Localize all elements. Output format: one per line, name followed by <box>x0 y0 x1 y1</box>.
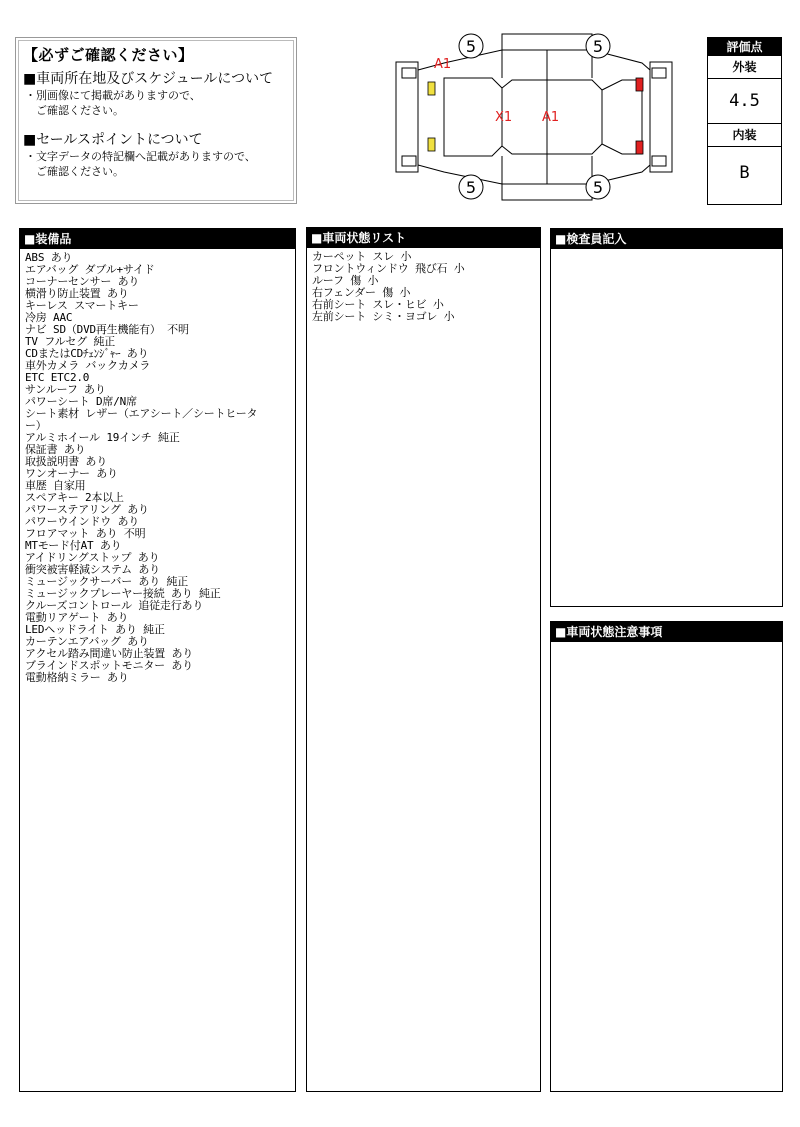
equipment-item: クルーズコントロール 追従走行あり <box>25 599 204 612</box>
equipment-item: キーレス スマートキー <box>25 299 139 312</box>
condition-panel <box>306 227 541 1092</box>
equipment-item: アクセル踏み間違い防止装置 あり <box>25 647 194 660</box>
location-line-2: ご確認ください。 <box>25 104 124 117</box>
equipment-item: 衝突被害軽減システム あり <box>25 563 160 576</box>
equipment-item: 取扱説明書 あり <box>25 455 108 468</box>
equipment-item: 冷房 AAC <box>25 311 73 324</box>
equipment-item: LEDヘッドライト あり 純正 <box>25 623 165 636</box>
condition-item: 右前シート スレ・ヒビ 小 <box>312 298 444 311</box>
condition-item: フロントウィンドウ 飛び石 小 <box>312 262 465 275</box>
condition-item: カーペット スレ 小 <box>312 250 412 263</box>
equipment-item: ナビ SD（DVD再生機能有） 不明 <box>25 323 189 336</box>
equipment-item: ABS あり <box>25 251 73 264</box>
equipment-item: フロアマット あり 不明 <box>25 527 146 540</box>
equipment-item: パワーステアリング あり <box>25 503 149 516</box>
condition-item: 左前シート シミ・ヨゴレ 小 <box>312 310 455 323</box>
equipment-item: アルミホイール 19インチ 純正 <box>25 431 180 444</box>
equipment-item: パワーシート D席/N席 <box>25 395 137 408</box>
condition-item: 右フェンダー 傷 小 <box>312 286 411 299</box>
equipment-item: パワーウインドウ あり <box>25 515 140 528</box>
equipment-item: 車外カメラ バックカメラ <box>25 359 151 372</box>
equipment-item: エアバッグ ダブル+サイド <box>25 263 155 276</box>
equipment-item: サンルーフ あり <box>25 383 106 396</box>
equipment-item: アイドリングストップ あり <box>25 551 160 564</box>
caution-panel <box>550 621 783 1092</box>
equipment-item: ETC ETC2.0 <box>25 371 90 384</box>
notice-title: 【必ずご確認ください】 <box>23 46 194 64</box>
equipment-item: 横滑り防止装置 あり <box>25 287 129 300</box>
interior-label: 内装 <box>708 124 781 147</box>
interior-value: B <box>739 163 750 183</box>
sales-line-1: ・文字データの特記欄へ記載がありますので、 <box>25 150 256 163</box>
equipment-item: ワンオーナー あり <box>25 467 118 480</box>
tire-value-front-left: 5 <box>465 37 477 56</box>
damage-mark-windshield: X1 <box>495 110 513 125</box>
sales-heading: ■セールスポイントについて <box>23 132 203 148</box>
rear-light-right <box>636 141 643 154</box>
equipment-item: ミュージックプレーヤー接続 あり 純正 <box>25 587 221 600</box>
location-heading: ■車両所在地及びスケジュールについて <box>23 71 274 87</box>
grade-box <box>707 37 782 205</box>
notice-box <box>15 37 297 204</box>
condition-list <box>307 248 540 323</box>
equipment-item: シート素材 レザー（エアシート／シートヒータ <box>25 407 258 420</box>
exterior-value: 4.5 <box>708 79 781 124</box>
damage-mark-fender: A1 <box>434 57 452 72</box>
equipment-item: コーナーセンサー あり <box>25 275 140 288</box>
location-line-1: ・別画像にて掲載がありますので、 <box>25 89 201 102</box>
damage-mark-roof: A1 <box>542 110 560 125</box>
equipment-list <box>20 249 295 684</box>
equipment-item: TV フルセグ 純正 <box>25 335 116 348</box>
equipment-title: ■装備品 <box>20 229 295 249</box>
inspector-panel <box>550 228 783 607</box>
tire-value-rear-left: 5 <box>592 37 604 56</box>
front-light-right <box>428 138 435 151</box>
equipment-item: ブラインドスポットモニター あり <box>25 659 193 672</box>
caution-title: ■車両状態注意事項 <box>551 622 782 642</box>
tire-value-front-right: 5 <box>465 178 477 197</box>
sales-line-2: ご確認ください。 <box>25 165 124 178</box>
exterior-label: 外装 <box>708 56 781 79</box>
equipment-item: 保証書 あり <box>25 443 86 456</box>
rear-light-left <box>636 78 643 91</box>
grade-header: 評価点 <box>708 38 781 56</box>
equipment-item: 電動格納ミラー あり <box>25 671 129 684</box>
equipment-item: ー） <box>25 419 47 432</box>
condition-item: ルーフ 傷 小 <box>312 274 379 287</box>
equipment-item: ミュージックサーバー あり 純正 <box>25 575 189 588</box>
tire-value-rear-right: 5 <box>592 178 604 197</box>
equipment-item: CDまたはCDﾁｪﾝｼﾞｬｰ あり <box>25 347 149 360</box>
front-light-left <box>428 82 435 95</box>
equipment-item: 電動リアゲート あり <box>25 611 129 624</box>
equipment-item: カーテンエアバッグ あり <box>25 635 149 648</box>
equipment-item: スペアキー 2本以上 <box>25 491 124 504</box>
equipment-item: 車歴 自家用 <box>25 479 86 492</box>
equipment-item: MTモード付AT あり <box>25 539 122 552</box>
equipment-panel <box>19 228 296 1092</box>
condition-title: ■車両状態リスト <box>307 228 540 248</box>
inspector-title: ■検査員記入 <box>551 229 782 249</box>
car-damage-diagram <box>392 30 676 204</box>
